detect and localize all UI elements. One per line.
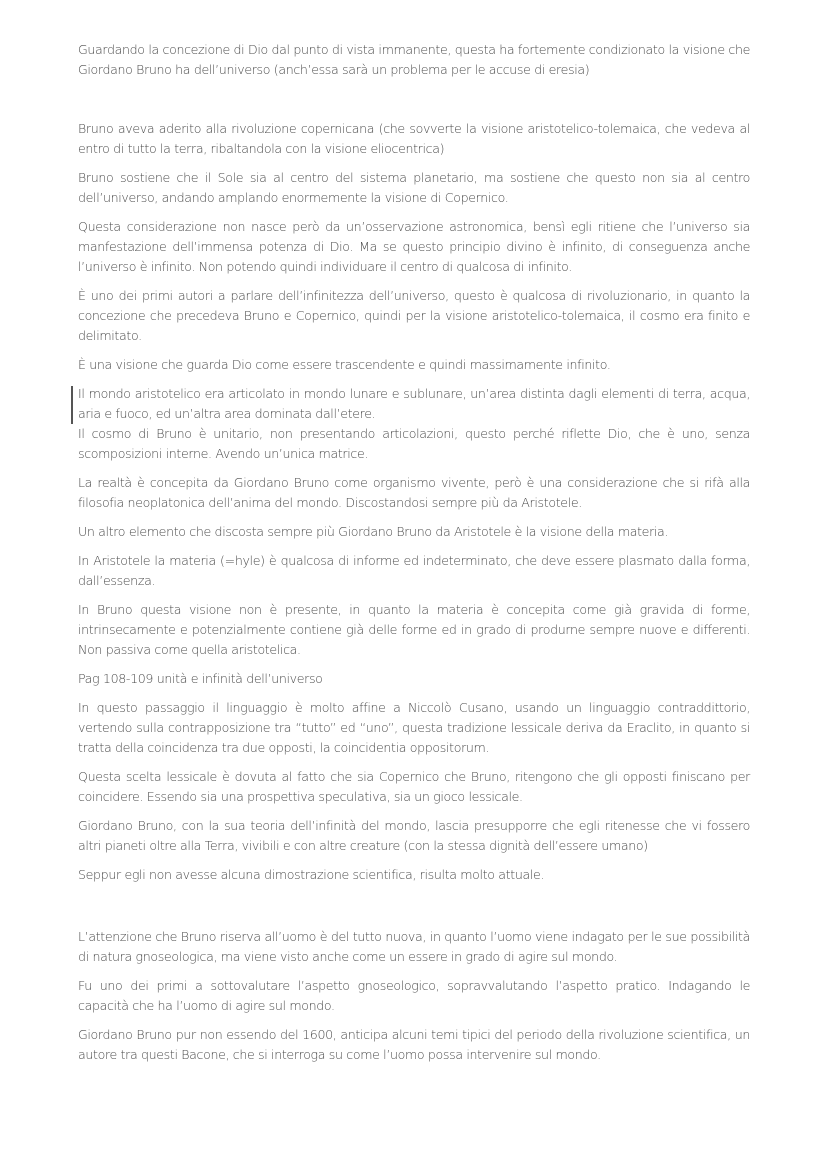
paragraph: La realtà è concepita da Giordano Bruno come organismo vivente, però è una considerazione che si rifà alla filosofia neoplatonica dell’anima del mondo. Discostandosi sempre più da Aristotele.	[78, 475, 750, 510]
paragraph: Bruno aveva aderito alla rivoluzione copernicana (che sovverte la visione aristotelico-tolemaica, che vedeva al entro di tutto la terra, ribaltandola con la visione eliocentrica)	[78, 121, 750, 156]
paragraph: È una visione che guarda Dio come essere trascendente e quindi massimamente infinito.	[78, 357, 611, 372]
spacer	[78, 894, 750, 927]
paragraph: In Bruno questa visione non è presente, in quanto la materia è concepita come già gravida di forme, intrinsecamente e potenzialmente contiene già delle forme ed in grado di produrne sempre nuove e differenti. Non passiva come quella aristotelica.	[78, 602, 750, 657]
paragraph: In Aristotele la materia (=hyle) è qualcosa di informe ed indeterminato, che deve essere plasmato dalla forma, dall’essenza.	[78, 553, 750, 588]
document-page	[78, 40, 750, 1074]
spacer	[78, 89, 750, 119]
paragraph: Il cosmo di Bruno è unitario, non presentando articolazioni, questo perché riflette Dio, che è uno, senza scomposizioni interne. Avendo un’unica matrice.	[78, 426, 750, 461]
paragraph: È uno dei primi autori a parlare dell’infinitezza dell’universo, questo è qualcosa di rivoluzionario, in quanto la concezione che precedeva Bruno e Copernico, quindi per la visione aristotelico-tolemaica, il cosmo era finito e delimitato.	[78, 288, 750, 343]
paragraph: Fu uno dei primi a sottovalutare l’aspetto gnoseologico, sopravvalutando l’aspetto pratico. Indagando le capacità che ha l’uomo di agire sul mondo.	[78, 978, 750, 1013]
edited-block[interactable]	[78, 384, 750, 464]
paragraph: Questa considerazione non nasce però da un’osservazione astronomica, bensì egli ritiene che l’universo sia manfestazione dell’immensa potenza di Dio. Ma se questo principio divino è infinito, di conseguenza anche l’universo è infinito. Non potendo quindi individuare il centro di qualcosa di infinito.	[78, 219, 750, 274]
paragraph: Giordano Bruno pur non essendo del 1600, anticipa alcuni temi tipici del periodo della rivoluzione scientifica, un autore tra questi Bacone, che si interroga su come l’uomo possa intervenire sul mondo.	[78, 1027, 750, 1062]
text-cursor	[71, 386, 73, 424]
paragraph[interactable]: Il mondo aristotelico era articolato in mondo lunare e sublunare, un’area distinta dagli elementi di terra, acqua, aria e fuoco, ed un’altra area dominata dall’etere.	[78, 386, 750, 421]
paragraph: L’attenzione che Bruno riserva all’uomo è del tutto nuova, in quanto l’uomo viene indagato per le sue possibilità di natura gnoseologica, ma viene visto anche come un essere in grado di agire sul mondo.	[78, 929, 750, 964]
paragraph: Guardando la concezione di Dio dal punto di vista immanente, questa ha fortemente condizionato la visione che Giordano Bruno ha dell’universo (anch’essa sarà un problema per le accuse di eresia)	[78, 42, 750, 77]
paragraph: Seppur egli non avesse alcuna dimostrazione scientifica, risulta molto attuale.	[78, 867, 545, 882]
paragraph: Un altro elemento che discosta sempre più Giordano Bruno da Aristotele è la visione della materia.	[78, 524, 669, 539]
paragraph: Giordano Bruno, con la sua teoria dell’infinità del mondo, lascia presupporre che egli ritenesse che vi fossero altri pianeti oltre alla Terra, vivibili e con altre creature (con la stessa dignità dell’essere umano)	[78, 818, 750, 853]
paragraph: In questo passaggio il linguaggio è molto affine a Niccolò Cusano, usando un linguaggio contraddittorio, vertendo sulla contrapposizione tra “tutto” ed “uno”, questa tradizione lessicale deriva da Eraclito, in quanto si tratta della coincidenza tra due opposti, la coincidentia oppositorum.	[78, 700, 750, 755]
paragraph: Bruno sostiene che il Sole sia al centro del sistema planetario, ma sostiene che questo non sia al centro dell’universo, andando amplando enormemente la visione di Copernico.	[78, 170, 750, 205]
page-reference: Pag 108-109 unità e infinità dell’universo	[78, 671, 323, 686]
paragraph: Questa scelta lessicale è dovuta al fatto che sia Copernico che Bruno, ritengono che gli opposti finiscano per coincidere. Essendo sia una prospettiva speculativa, sia un gioco lessicale.	[78, 769, 750, 804]
